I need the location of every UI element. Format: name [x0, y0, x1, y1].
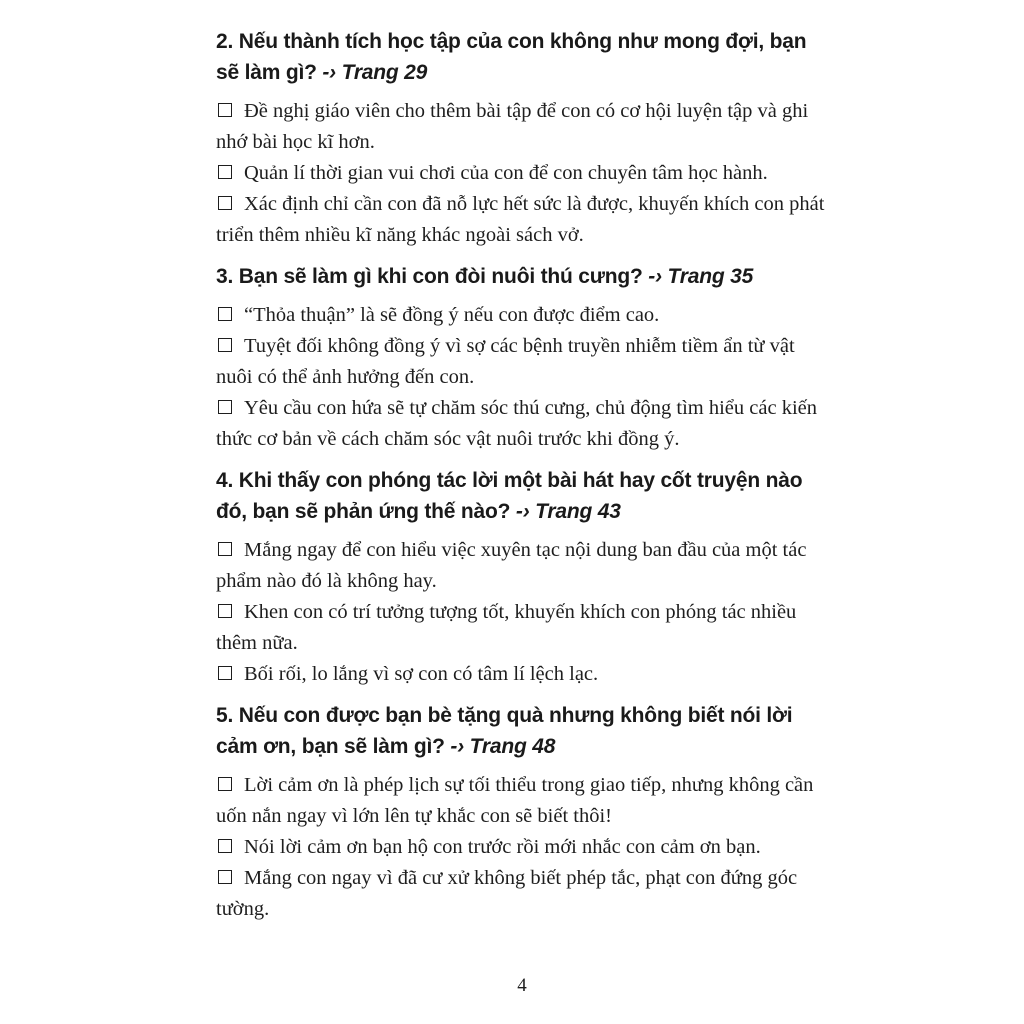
answer-option: [216, 158, 826, 189]
question-text: 2. Nếu thành tích học tập của con không như mong đợi, bạn sẽ làm gì?: [216, 30, 807, 84]
option-text: Quản lí thời gian vui chơi của con để con chuyên tâm học hành.: [244, 162, 768, 184]
page-reference: -› Trang 48: [450, 735, 556, 758]
option-text: Yêu cầu con hứa sẽ tự chăm sóc thú cưng, chủ động tìm hiểu các kiến thức cơ bản về cách chăm sóc vật nuôi trước khi đồng ý.: [216, 397, 817, 450]
answer-option: [216, 331, 826, 393]
question-heading: [216, 26, 826, 88]
answer-options: [216, 300, 826, 455]
question-text: 4. Khi thấy con phóng tác lời một bài hát hay cốt truyện nào đó, bạn sẽ phản ứng thế nào?: [216, 469, 803, 523]
checkbox[interactable]: [218, 666, 232, 680]
checkbox[interactable]: [218, 777, 232, 791]
question-block-4: [216, 465, 826, 690]
question-block-3: [216, 261, 826, 455]
question-block-5: [216, 700, 826, 925]
answer-option: [216, 535, 826, 597]
checkbox[interactable]: [218, 103, 232, 117]
page-reference: -› Trang 43: [515, 500, 621, 523]
checkbox[interactable]: [218, 338, 232, 352]
question-block-2: [216, 26, 826, 251]
answer-options: [216, 96, 826, 251]
page-reference: -› Trang 35: [648, 265, 754, 288]
checkbox[interactable]: [218, 307, 232, 321]
option-text: Lời cảm ơn là phép lịch sự tối thiểu trong giao tiếp, nhưng không cần uốn nắn ngay vì lớn lên tự khắc con sẽ biết thôi!: [216, 774, 814, 827]
answer-option: [216, 96, 826, 158]
answer-option: [216, 189, 826, 251]
question-heading: [216, 465, 826, 527]
option-text: Bối rối, lo lắng vì sợ con có tâm lí lệch lạc.: [244, 663, 599, 685]
option-text: Mắng ngay để con hiểu việc xuyên tạc nội dung ban đầu của một tác phẩm nào đó là không hay.: [216, 539, 807, 592]
checkbox[interactable]: [218, 542, 232, 556]
option-text: Mắng con ngay vì đã cư xử không biết phép tắc, phạt con đứng góc tường.: [216, 867, 798, 920]
checkbox[interactable]: [218, 604, 232, 618]
checkbox[interactable]: [218, 870, 232, 884]
page-number: 4: [517, 975, 527, 996]
answer-option: [216, 770, 826, 832]
answer-options: [216, 770, 826, 925]
answer-options: [216, 535, 826, 690]
answer-option: [216, 659, 826, 690]
question-text: 3. Bạn sẽ làm gì khi con đòi nuôi thú cưng?: [216, 265, 643, 288]
option-text: Đề nghị giáo viên cho thêm bài tập để con có cơ hội luyện tập và ghi nhớ bài học kĩ hơn.: [216, 100, 809, 153]
page-content: [216, 26, 826, 925]
checkbox[interactable]: [218, 839, 232, 853]
option-text: Nói lời cảm ơn bạn hộ con trước rồi mới nhắc con cảm ơn bạn.: [244, 836, 761, 858]
answer-option: [216, 863, 826, 925]
option-text: Tuyệt đối không đồng ý vì sợ các bệnh truyền nhiễm tiềm ẩn từ vật nuôi có thể ảnh hưởng đến con.: [216, 335, 795, 388]
option-text: Khen con có trí tưởng tượng tốt, khuyến khích con phóng tác nhiều thêm nữa.: [216, 601, 797, 654]
checkbox[interactable]: [218, 165, 232, 179]
question-heading: [216, 261, 826, 292]
option-text: Xác định chỉ cần con đã nỗ lực hết sức là được, khuyến khích con phát triển thêm nhiều kĩ năng khác ngoài sách vở.: [216, 193, 825, 246]
question-heading: [216, 700, 826, 762]
answer-option: [216, 393, 826, 455]
answer-option: [216, 597, 826, 659]
checkbox[interactable]: [218, 400, 232, 414]
question-text: 5. Nếu con được bạn bè tặng quà nhưng không biết nói lời cảm ơn, bạn sẽ làm gì?: [216, 704, 793, 758]
answer-option: [216, 832, 826, 863]
option-text: “Thỏa thuận” là sẽ đồng ý nếu con được điểm cao.: [244, 304, 660, 326]
checkbox[interactable]: [218, 196, 232, 210]
page-reference: -› Trang 29: [322, 61, 428, 84]
answer-option: [216, 300, 826, 331]
